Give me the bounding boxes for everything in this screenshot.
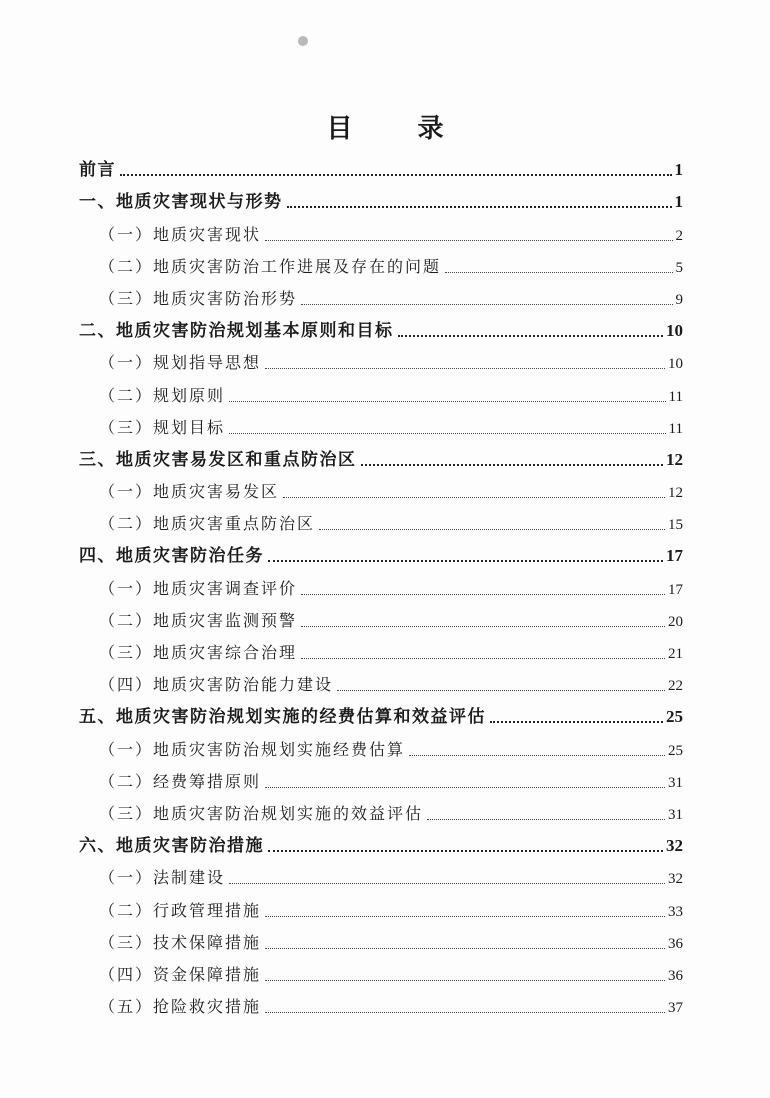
dot-leader <box>120 174 672 176</box>
dot-leader <box>398 335 664 337</box>
dot-leader <box>283 497 665 498</box>
dot-leader <box>265 787 665 788</box>
toc-page-number: 36 <box>668 935 683 952</box>
toc-page-number: 21 <box>668 646 683 662</box>
toc-entry-label: （二）地质灾害监测预警 <box>99 610 298 630</box>
toc-entry-label: （二）经费筹措原则 <box>99 771 262 791</box>
dot-leader <box>229 401 666 402</box>
toc-page-number: 2 <box>675 227 683 244</box>
toc-entry-label: （三）技术保障措施 <box>99 932 262 952</box>
toc-section-entry <box>79 476 683 508</box>
toc-page-number: 22 <box>668 678 683 695</box>
toc-entry-label: （五）抢险救灾措施 <box>99 997 262 1017</box>
dot-leader <box>229 433 666 434</box>
toc-section-entry <box>79 283 683 315</box>
toc-page-number: 33 <box>668 903 683 920</box>
dot-leader <box>427 819 665 820</box>
toc-page-number: 31 <box>668 774 683 791</box>
toc-section-entry <box>79 347 683 379</box>
toc-entry-label: 六、地质灾害防治措施 <box>79 836 264 857</box>
toc-entry-label: （二）地质灾害重点防治区 <box>99 514 316 534</box>
dot-leader <box>265 1012 665 1013</box>
toc-page-number: 10 <box>668 356 683 373</box>
scan-speck <box>298 36 308 46</box>
toc-page-number: 32 <box>666 836 683 856</box>
toc-page-number: 1 <box>674 160 683 180</box>
toc-entry-label: （一）地质灾害防治规划实施经费估算 <box>99 739 406 759</box>
dot-leader <box>265 240 672 241</box>
toc-chapter-entry <box>79 540 683 572</box>
toc-page-number: 17 <box>666 546 683 566</box>
dot-leader <box>265 916 665 917</box>
toc-section-entry <box>79 862 683 894</box>
toc-section-entry <box>79 798 683 830</box>
toc-entry-label: （四）地质灾害防治能力建设 <box>99 675 334 695</box>
toc-section-entry <box>79 605 683 637</box>
toc-page-number: 1 <box>674 192 683 212</box>
table-of-contents <box>79 154 683 1023</box>
toc-page-number: 37 <box>668 1000 683 1017</box>
toc-title: 目 录 <box>326 114 472 144</box>
toc-page-number: 12 <box>666 449 683 469</box>
toc-section-entry <box>79 572 683 604</box>
toc-chapter-entry <box>79 444 683 476</box>
dot-leader <box>361 464 664 466</box>
dot-leader <box>445 272 672 273</box>
toc-entry-label: 前言 <box>79 160 116 181</box>
toc-entry-label: （一）地质灾害调查评价 <box>99 578 298 598</box>
toc-chapter-entry <box>79 186 683 218</box>
dot-leader <box>265 368 665 369</box>
toc-chapter-entry <box>79 830 683 862</box>
dot-leader <box>229 883 665 884</box>
toc-chapter-entry <box>79 701 683 733</box>
toc-section-entry <box>79 251 683 283</box>
toc-entry-label: （三）地质灾害综合治理 <box>99 643 298 662</box>
toc-entry-label: 五、地质灾害防治规划实施的经费估算和效益评估 <box>79 707 486 728</box>
toc-entry-label: （四）资金保障措施 <box>99 964 262 984</box>
dot-leader <box>301 658 665 659</box>
toc-section-entry <box>79 669 683 701</box>
toc-page-number: 10 <box>666 321 683 341</box>
toc-page-number: 36 <box>668 967 683 984</box>
toc-page-number: 25 <box>666 707 683 727</box>
toc-section-entry <box>79 218 683 250</box>
dot-leader <box>287 206 672 208</box>
toc-section-entry <box>79 959 683 991</box>
toc-page-number: 5 <box>675 259 683 276</box>
toc-section-entry <box>79 508 683 540</box>
toc-entry-label: （一）地质灾害易发区 <box>99 482 280 502</box>
toc-entry-label: （三）地质灾害防治规划实施的效益评估 <box>99 803 424 823</box>
dot-leader <box>409 755 665 756</box>
toc-section-entry <box>79 991 683 1023</box>
toc-section-entry <box>79 766 683 798</box>
toc-section-entry <box>79 894 683 926</box>
dot-leader <box>265 948 665 949</box>
toc-entry-label: （三）规划目标 <box>99 417 226 437</box>
toc-page-number: 32 <box>668 871 683 888</box>
dot-leader <box>265 980 665 981</box>
toc-section-entry <box>79 637 683 669</box>
toc-entry-label: 三、地质灾害易发区和重点防治区 <box>79 449 357 470</box>
toc-section-entry <box>79 412 683 444</box>
toc-chapter-entry <box>79 154 683 186</box>
toc-page-number: 25 <box>668 742 683 759</box>
toc-entry-label: （一）法制建设 <box>99 868 226 888</box>
toc-page-number: 12 <box>668 485 683 502</box>
toc-page-number: 17 <box>668 581 683 598</box>
toc-entry-label: （三）地质灾害防治形势 <box>99 288 298 308</box>
toc-section-entry <box>79 379 683 411</box>
toc-entry-label: （一）地质灾害现状 <box>99 224 262 244</box>
toc-entry-label: （一）规划指导思想 <box>99 353 262 373</box>
dot-leader <box>301 594 665 595</box>
dot-leader <box>337 690 665 691</box>
toc-section-entry <box>79 733 683 765</box>
toc-entry-label: （二）地质灾害防治工作进展及存在的问题 <box>99 256 442 276</box>
dot-leader <box>301 626 665 627</box>
toc-chapter-entry <box>79 315 683 347</box>
toc-page-number: 20 <box>668 613 683 630</box>
toc-entry-label: （二）行政管理措施 <box>99 900 262 920</box>
dot-leader <box>301 304 672 305</box>
toc-entry-label: 二、地质灾害防治规划基本原则和目标 <box>79 321 394 342</box>
toc-page-number: 15 <box>668 517 683 534</box>
toc-page-number: 11 <box>668 388 683 405</box>
toc-page-number: 31 <box>668 806 683 823</box>
toc-page-number: 9 <box>675 291 683 308</box>
dot-leader <box>319 529 665 530</box>
toc-page-number: 11 <box>668 420 683 437</box>
toc-entry-label: 一、地质灾害现状与形势 <box>79 192 283 213</box>
dot-leader <box>490 721 663 723</box>
dot-leader <box>268 560 663 562</box>
toc-section-entry <box>79 927 683 959</box>
dot-leader <box>268 850 663 852</box>
toc-entry-label: （二）规划原则 <box>99 385 226 405</box>
toc-entry-label: 四、地质灾害防治任务 <box>79 546 264 567</box>
